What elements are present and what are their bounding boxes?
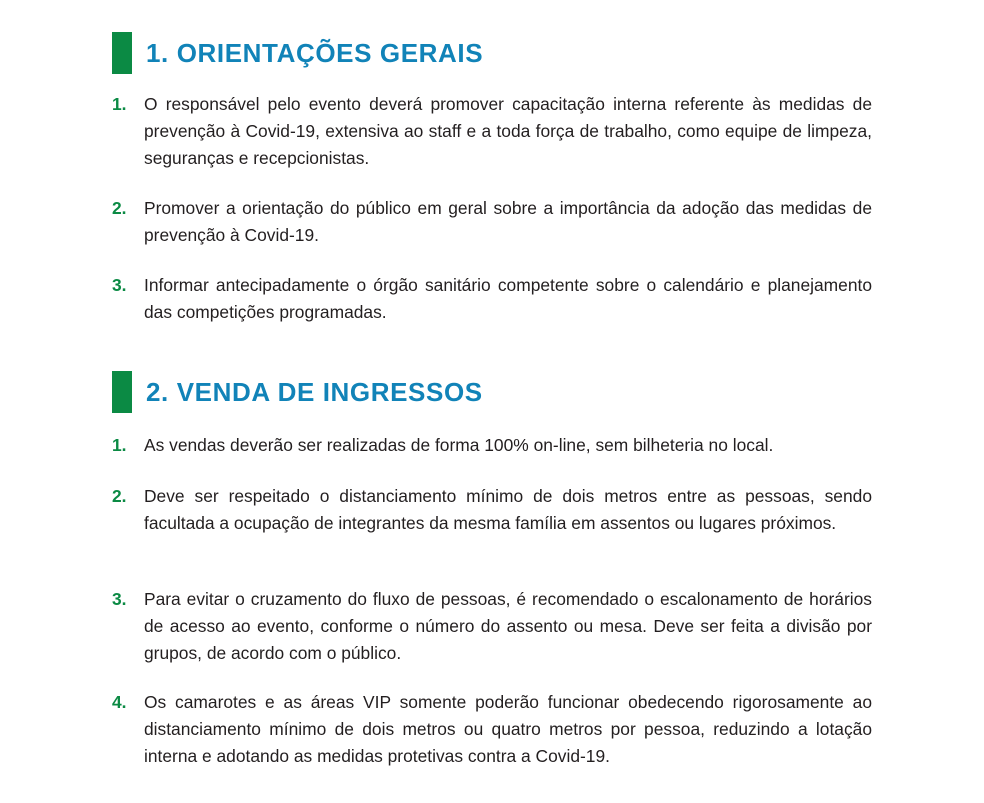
list-item-number: 1. (112, 94, 127, 114)
list-item (112, 689, 872, 770)
heading-accent-bar (112, 32, 132, 74)
list-item (112, 272, 872, 326)
section-heading-orientacoes (112, 32, 483, 74)
list-item-number: 4. (112, 692, 127, 712)
list-item (112, 483, 872, 537)
section-heading-venda-de-ingressos (112, 371, 483, 413)
list-item (112, 91, 872, 172)
list-item (112, 432, 872, 459)
list-item-number: 2. (112, 198, 127, 218)
list-item (112, 586, 872, 667)
list-item-text: As vendas deverão ser realizadas de forma 100% on-line, sem bilheteria no local. (144, 435, 774, 455)
list-item-text: Deve ser respeitado o distanciamento mínimo de dois metros entre as pessoas, sendo facultada a ocupação de integrantes da mesma família em assentos ou lugares próximos. (144, 486, 872, 533)
list-item-number: 3. (112, 275, 127, 295)
section-title: 2. VENDA DE INGRESSOS (146, 376, 483, 407)
list-item-text: Promover a orientação do público em geral sobre a importância da adoção das medidas de prevenção à Covid-19. (144, 198, 872, 245)
list-item-text: Os camarotes e as áreas VIP somente poderão funcionar obedecendo rigorosamente ao distanciamento mínimo de dois metros ou quatro metros por pessoa, reduzindo a lotação interna e adotando as medidas protetivas contra a Covid-19. (144, 692, 872, 766)
list-item-number: 3. (112, 589, 127, 609)
list-item-text: O responsável pelo evento deverá promover capacitação interna referente às medidas de prevenção à Covid-19, extensiva ao staff e a toda força de trabalho, como equipe de limpeza, seguranças e recepcionistas. (144, 94, 872, 168)
list-item-number: 1. (112, 435, 127, 455)
list-item-text: Para evitar o cruzamento do fluxo de pessoas, é recomendado o escalonamento de horários de acesso ao evento, conforme o número do assento ou mesa. Deve ser feita a divisão por grupos, de acordo com o público. (144, 589, 872, 663)
section-title: 1. ORIENTAÇÕES GERAIS (146, 37, 484, 68)
list-item (112, 195, 872, 249)
list-item-number: 2. (112, 486, 127, 506)
list-item-text: Informar antecipadamente o órgão sanitário competente sobre o calendário e planejamento das competições programadas. (144, 275, 872, 322)
heading-accent-bar (112, 371, 132, 413)
